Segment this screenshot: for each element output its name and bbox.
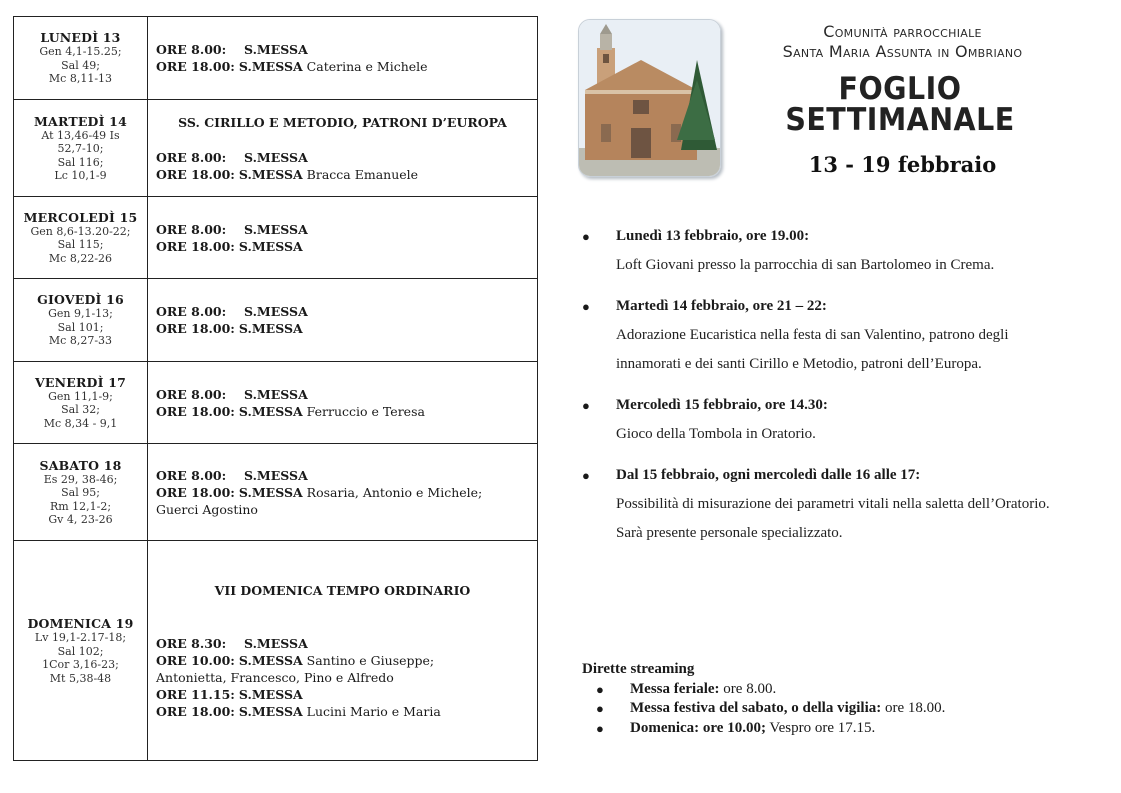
streaming-label: Messa feriale: bbox=[630, 680, 720, 697]
mass-time: ORE 8.00: bbox=[156, 386, 227, 402]
day-cell bbox=[14, 279, 148, 362]
sheet-title-line2: SETTIMANALE bbox=[785, 102, 1015, 138]
mass-label: S.MESSA bbox=[238, 321, 303, 336]
announcement-item bbox=[582, 461, 1102, 548]
mass-label: S.MESSA bbox=[238, 59, 303, 74]
bullet-icon: ● bbox=[596, 701, 604, 716]
weekly-mass-schedule bbox=[13, 16, 538, 761]
announcement-item bbox=[582, 222, 1102, 280]
mass-line bbox=[156, 149, 537, 166]
streaming-section bbox=[582, 660, 1102, 738]
day-cell bbox=[14, 100, 148, 197]
day-cell bbox=[14, 362, 148, 444]
mass-line bbox=[156, 635, 537, 652]
mass-time: ORE 8.00: bbox=[156, 221, 227, 237]
mass-line bbox=[156, 703, 537, 720]
streaming-value: Vespro ore 17.15. bbox=[765, 719, 876, 736]
sheet-title bbox=[780, 71, 1019, 138]
announcement-title: Dal 15 febbraio, ogni mercoledì dalle 16 alle 17: bbox=[616, 467, 921, 483]
mass-intention: Antonietta, Francesco, Pino e Alfredo bbox=[156, 669, 394, 685]
mass-time: ORE 8.00: bbox=[156, 42, 227, 57]
schedule-row bbox=[14, 197, 538, 279]
reading-ref: Mt 5,38-48 bbox=[49, 671, 112, 685]
reading-ref: Gv 4, 23-26 bbox=[48, 513, 113, 526]
mass-label: S.MESSA bbox=[238, 652, 303, 668]
mass-line bbox=[156, 686, 537, 703]
announcement-title: Lunedì 13 febbraio, ore 19.00: bbox=[616, 228, 810, 244]
mass-time: ORE 10.00: bbox=[156, 652, 235, 668]
mass-line bbox=[156, 669, 537, 686]
announcement-text: Adorazione Eucaristica nella festa di san Valentino, patrono degli bbox=[616, 327, 1009, 343]
reading-ref: Gen 8,6-13.20-22; bbox=[30, 224, 131, 238]
day-cell bbox=[14, 197, 148, 279]
mass-label: S.MESSA bbox=[238, 686, 303, 702]
mass-time: ORE 18.00: bbox=[156, 403, 235, 419]
announcement-title: Mercoledì 15 febbraio, ore 14.30: bbox=[616, 397, 828, 413]
mass-label: S.MESSA bbox=[238, 484, 303, 500]
day-name: SABATO 18 bbox=[39, 457, 122, 473]
mass-label: S.MESSA bbox=[244, 386, 308, 402]
reading-ref: Sal 32; bbox=[61, 403, 100, 417]
reading-ref: 1Cor 3,16-23; bbox=[42, 658, 119, 671]
mass-intention: Rosaria, Antonio e Michele; bbox=[306, 484, 483, 500]
day-name: VENERDÌ 17 bbox=[34, 374, 126, 390]
reading-ref: Lc 10,1-9 bbox=[54, 169, 107, 182]
reading-ref: Mc 8,22-26 bbox=[48, 251, 113, 265]
streaming-label: Messa festiva del sabato, o della vigilia: bbox=[630, 700, 882, 716]
mass-time: ORE 8.00: bbox=[156, 149, 227, 165]
announcements-list bbox=[582, 222, 1102, 560]
reading-ref: Mc 8,27-33 bbox=[48, 334, 113, 348]
reading-ref: Sal 101; bbox=[57, 320, 104, 334]
mass-label: S.MESSA bbox=[244, 42, 308, 57]
schedule-row bbox=[14, 17, 538, 100]
mass-time: ORE 18.00: bbox=[156, 484, 235, 500]
mass-time: ORE 18.00: bbox=[156, 703, 235, 719]
mass-label: S.MESSA bbox=[238, 403, 303, 419]
reading-ref: Gen 4,1-15.25; bbox=[39, 45, 122, 59]
schedule-row bbox=[14, 541, 538, 761]
day-name: MERCOLEDÌ 15 bbox=[23, 209, 138, 225]
schedule-row bbox=[14, 100, 538, 197]
mass-label: S.MESSA bbox=[244, 304, 308, 319]
streaming-item bbox=[582, 719, 1102, 739]
mass-line bbox=[156, 386, 537, 403]
day-name: DOMENICA 19 bbox=[27, 616, 134, 631]
mass-cell bbox=[148, 362, 538, 444]
mass-time: ORE 11.15: bbox=[156, 686, 235, 702]
reading-ref: Es 29, 38-46; bbox=[43, 472, 118, 486]
day-cell bbox=[14, 17, 148, 100]
mass-line bbox=[156, 41, 537, 58]
reading-ref: Rm 12,1-2; bbox=[49, 499, 112, 513]
mass-line bbox=[156, 403, 537, 420]
mass-line bbox=[156, 58, 537, 75]
mass-label: S.MESSA bbox=[238, 238, 303, 254]
reading-ref: Sal 116; bbox=[57, 155, 104, 169]
reading-ref: Sal 102; bbox=[57, 644, 104, 658]
reading-ref: Gen 9,1-13; bbox=[48, 307, 113, 321]
bullet-icon: ● bbox=[582, 229, 590, 244]
schedule-row bbox=[14, 362, 538, 444]
mass-cell bbox=[148, 197, 538, 279]
mass-line bbox=[156, 221, 537, 238]
announcement-title: Martedì 14 febbraio, ore 21 – 22: bbox=[616, 298, 827, 314]
reading-ref: 52,7-10; bbox=[57, 142, 104, 155]
mass-label: S.MESSA bbox=[238, 703, 303, 719]
mass-cell bbox=[148, 100, 538, 197]
bullet-icon: ● bbox=[582, 468, 590, 483]
announcement-item bbox=[582, 391, 1102, 449]
mass-line bbox=[156, 166, 537, 183]
day-cell bbox=[14, 444, 148, 541]
mass-intention: Santino e Giuseppe; bbox=[306, 652, 435, 668]
parish-name bbox=[745, 22, 1060, 62]
streaming-item bbox=[582, 699, 1102, 719]
bullet-icon: ● bbox=[596, 681, 604, 697]
mass-cell bbox=[148, 17, 538, 100]
mass-line bbox=[156, 320, 537, 337]
streaming-item bbox=[582, 680, 1102, 700]
mass-line bbox=[156, 652, 537, 669]
mass-intention: Bracca Emanuele bbox=[306, 166, 419, 182]
mass-time: ORE 18.00: bbox=[156, 59, 235, 74]
reading-ref: At 13,46-49 Is bbox=[41, 128, 120, 142]
reading-ref: Sal 115; bbox=[57, 238, 104, 252]
mass-intention: Guerci Agostino bbox=[156, 501, 258, 517]
parish-name-line2: Santa Maria Assunta in Ombriano bbox=[782, 42, 1023, 61]
sheet-title-line1: FOGLIO bbox=[838, 71, 962, 107]
bullet-icon: ● bbox=[596, 720, 604, 736]
church-illustration bbox=[579, 20, 720, 176]
mass-line bbox=[156, 238, 537, 255]
schedule-row bbox=[14, 279, 538, 362]
streaming-value: ore 18.00. bbox=[881, 700, 946, 716]
mass-time: ORE 18.00: bbox=[156, 321, 235, 336]
announcement-text: innamorati e dei santi Cirillo e Metodio, patroni dell’Europa. bbox=[616, 356, 982, 372]
announcement-text: Sarà presente personale specializzato. bbox=[616, 525, 843, 541]
announcement-text: Loft Giovani presso la parrocchia di san Bartolomeo in Crema. bbox=[616, 257, 995, 273]
reading-ref: Mc 8,34 - 9,1 bbox=[43, 416, 118, 430]
announcement-text: Gioco della Tombola in Oratorio. bbox=[616, 426, 816, 442]
schedule-row bbox=[14, 444, 538, 541]
bullet-icon: ● bbox=[582, 398, 590, 413]
announcement-item bbox=[582, 292, 1102, 379]
day-name: GIOVEDÌ 16 bbox=[37, 292, 124, 308]
bullet-icon: ● bbox=[582, 299, 590, 314]
mass-label: S.MESSA bbox=[244, 635, 308, 651]
mass-line bbox=[156, 467, 537, 484]
mass-cell bbox=[148, 279, 538, 362]
day-name: MARTEDÌ 14 bbox=[34, 113, 127, 129]
mass-intention: Caterina e Michele bbox=[306, 59, 428, 74]
church-photo bbox=[578, 19, 721, 177]
day-name: LUNEDÌ 13 bbox=[40, 30, 121, 46]
day-cell bbox=[14, 541, 148, 761]
mass-time: ORE 8.00: bbox=[156, 304, 227, 319]
mass-label: S.MESSA bbox=[244, 467, 308, 483]
reading-ref: Lv 19,1-2.17-18; bbox=[34, 631, 127, 644]
announcement-text: Possibilità di misurazione dei parametri vitali nella saletta dell’Oratorio. bbox=[616, 496, 1050, 512]
mass-intention: Ferruccio e Teresa bbox=[306, 403, 425, 419]
mass-time: ORE 18.00: bbox=[156, 238, 235, 254]
streaming-label: Domenica: ore 10.00; bbox=[630, 719, 766, 736]
mass-line bbox=[156, 484, 537, 501]
streaming-value: ore 8.00. bbox=[719, 680, 777, 697]
reading-ref: Sal 95; bbox=[61, 486, 100, 499]
mass-line bbox=[156, 501, 537, 518]
mass-label: S.MESSA bbox=[238, 166, 303, 182]
mass-time: ORE 8.30: bbox=[156, 635, 227, 651]
parish-name-line1: Comunità parrocchiale bbox=[823, 22, 982, 41]
mass-time: ORE 8.00: bbox=[156, 467, 227, 483]
reading-ref: Mc 8,11-13 bbox=[48, 72, 113, 86]
mass-intention: Lucini Mario e Maria bbox=[306, 703, 441, 719]
mass-time: ORE 18.00: bbox=[156, 166, 235, 182]
mass-label: S.MESSA bbox=[244, 149, 308, 165]
feast-title: SS. CIRILLO E METODIO, PATRONI D’EUROPA bbox=[178, 114, 507, 130]
mass-cell bbox=[148, 541, 538, 761]
feast-title: VII DOMENICA TEMPO ORDINARIO bbox=[214, 582, 471, 598]
mass-cell bbox=[148, 444, 538, 541]
mass-label: S.MESSA bbox=[244, 221, 308, 237]
reading-ref: Sal 49; bbox=[61, 58, 100, 72]
streaming-title: Dirette streaming bbox=[582, 661, 695, 677]
reading-ref: Gen 11,1-9; bbox=[48, 389, 113, 403]
week-range: 13 - 19 febbraio bbox=[808, 152, 997, 177]
mass-line bbox=[156, 303, 537, 320]
